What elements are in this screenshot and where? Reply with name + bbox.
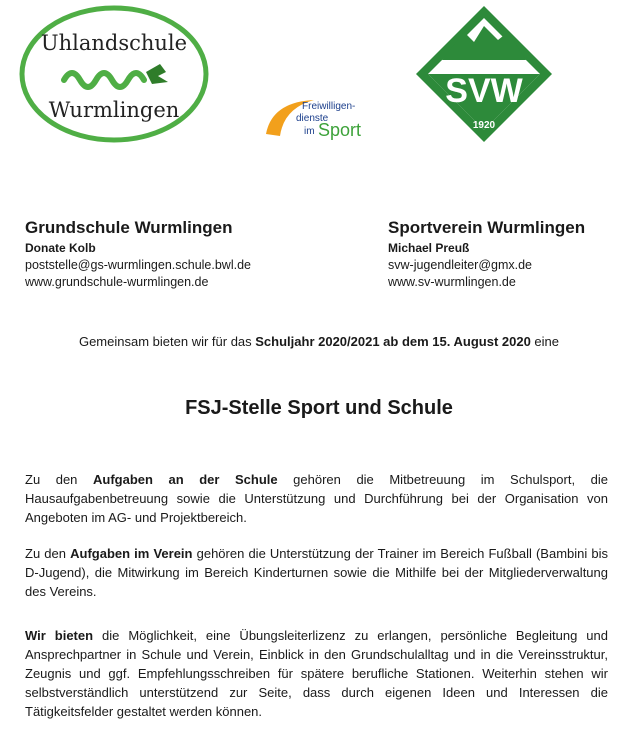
paragraph-bold: Aufgaben im Verein bbox=[70, 546, 193, 561]
intro-line bbox=[0, 334, 638, 349]
paragraph-bold: Wir bieten bbox=[25, 628, 94, 643]
paragraph-text: gehören die Mitbetreuung im Schulsport, die Hausaufgabenbetreuung sowie die Unterstützung und Durchführung bei der Organisation von Angeboten im AG- und Projektbereich. bbox=[25, 472, 608, 525]
freiwilligendienste-logo bbox=[262, 96, 374, 144]
intro-pre: Gemeinsam bieten wir für das bbox=[78, 334, 256, 349]
club-email: svw-jugendleiter@gmx.de bbox=[388, 258, 533, 272]
svw-year: 1920 bbox=[472, 120, 496, 131]
paragraph-bold: Aufgaben an der Schule bbox=[92, 472, 278, 487]
club-contact-block bbox=[388, 217, 585, 291]
school-contact-person: Donate Kolb bbox=[25, 241, 96, 255]
fwd-text-4: Sport bbox=[318, 120, 362, 140]
paragraph-text: die Möglichkeit, eine Übungsleiterlizenz zu erlangen, persönliche Begleitung und Ansprechpartner in Schule und Verein, Einblick in den Grundschulalltag und in die Vereinsstruktur, Zeugnis und ggf. Empfehlungsschreiben für spätere berufliche Stationen. Weiterhin stehen wir selbstverständlich unterstützend zur Seite, dass durch eigenen Ideen und Interessen die Tätigkeitsfelder gestaltet werden können. bbox=[25, 628, 608, 719]
school-contact-block bbox=[25, 217, 251, 291]
svw-letters: SVW bbox=[445, 72, 523, 110]
school-email: poststelle@gs-wurmlingen.schule.bwl.de bbox=[25, 258, 251, 272]
svw-logo bbox=[412, 2, 556, 146]
uhlandschule-logo bbox=[16, 4, 212, 144]
school-logo-text-top: Uhlandschule bbox=[40, 31, 188, 55]
paragraph-pre: Zu den bbox=[25, 472, 93, 487]
fwd-text-1: Freiwilligen- bbox=[302, 101, 356, 112]
intro-post: eine bbox=[530, 334, 560, 349]
intro-bold: Schuljahr 2020/2021 ab dem 15. August 2020 bbox=[255, 334, 531, 349]
fwd-text-3: im bbox=[304, 126, 315, 137]
paragraph-pre: Zu den bbox=[25, 546, 71, 561]
paragraph-school-tasks bbox=[25, 470, 608, 527]
paragraph-offer bbox=[25, 626, 608, 721]
club-contact-person: Michael Preuß bbox=[388, 241, 470, 255]
club-website: www.sv-wurmlingen.de bbox=[388, 275, 516, 289]
paragraph-text: gehören die Unterstützung der Trainer im Bereich Fußball (Bambini bis D-Jugend), die Mitwirkung im Bereich Kinderturnen sowie die Mithilfe bei der Mitgliederverwaltung des Vereins. bbox=[25, 546, 608, 599]
club-name: Sportverein Wurmlingen bbox=[388, 218, 586, 237]
page-title: FSJ-Stelle Sport und Schule bbox=[185, 397, 453, 419]
fwd-text-2: dienste bbox=[296, 113, 329, 124]
school-name: Grundschule Wurmlingen bbox=[25, 218, 233, 237]
paragraph-club-tasks bbox=[25, 544, 608, 601]
school-logo-text-bottom: Wurmlingen bbox=[48, 98, 180, 122]
school-website: www.grundschule-wurmlingen.de bbox=[25, 275, 209, 289]
